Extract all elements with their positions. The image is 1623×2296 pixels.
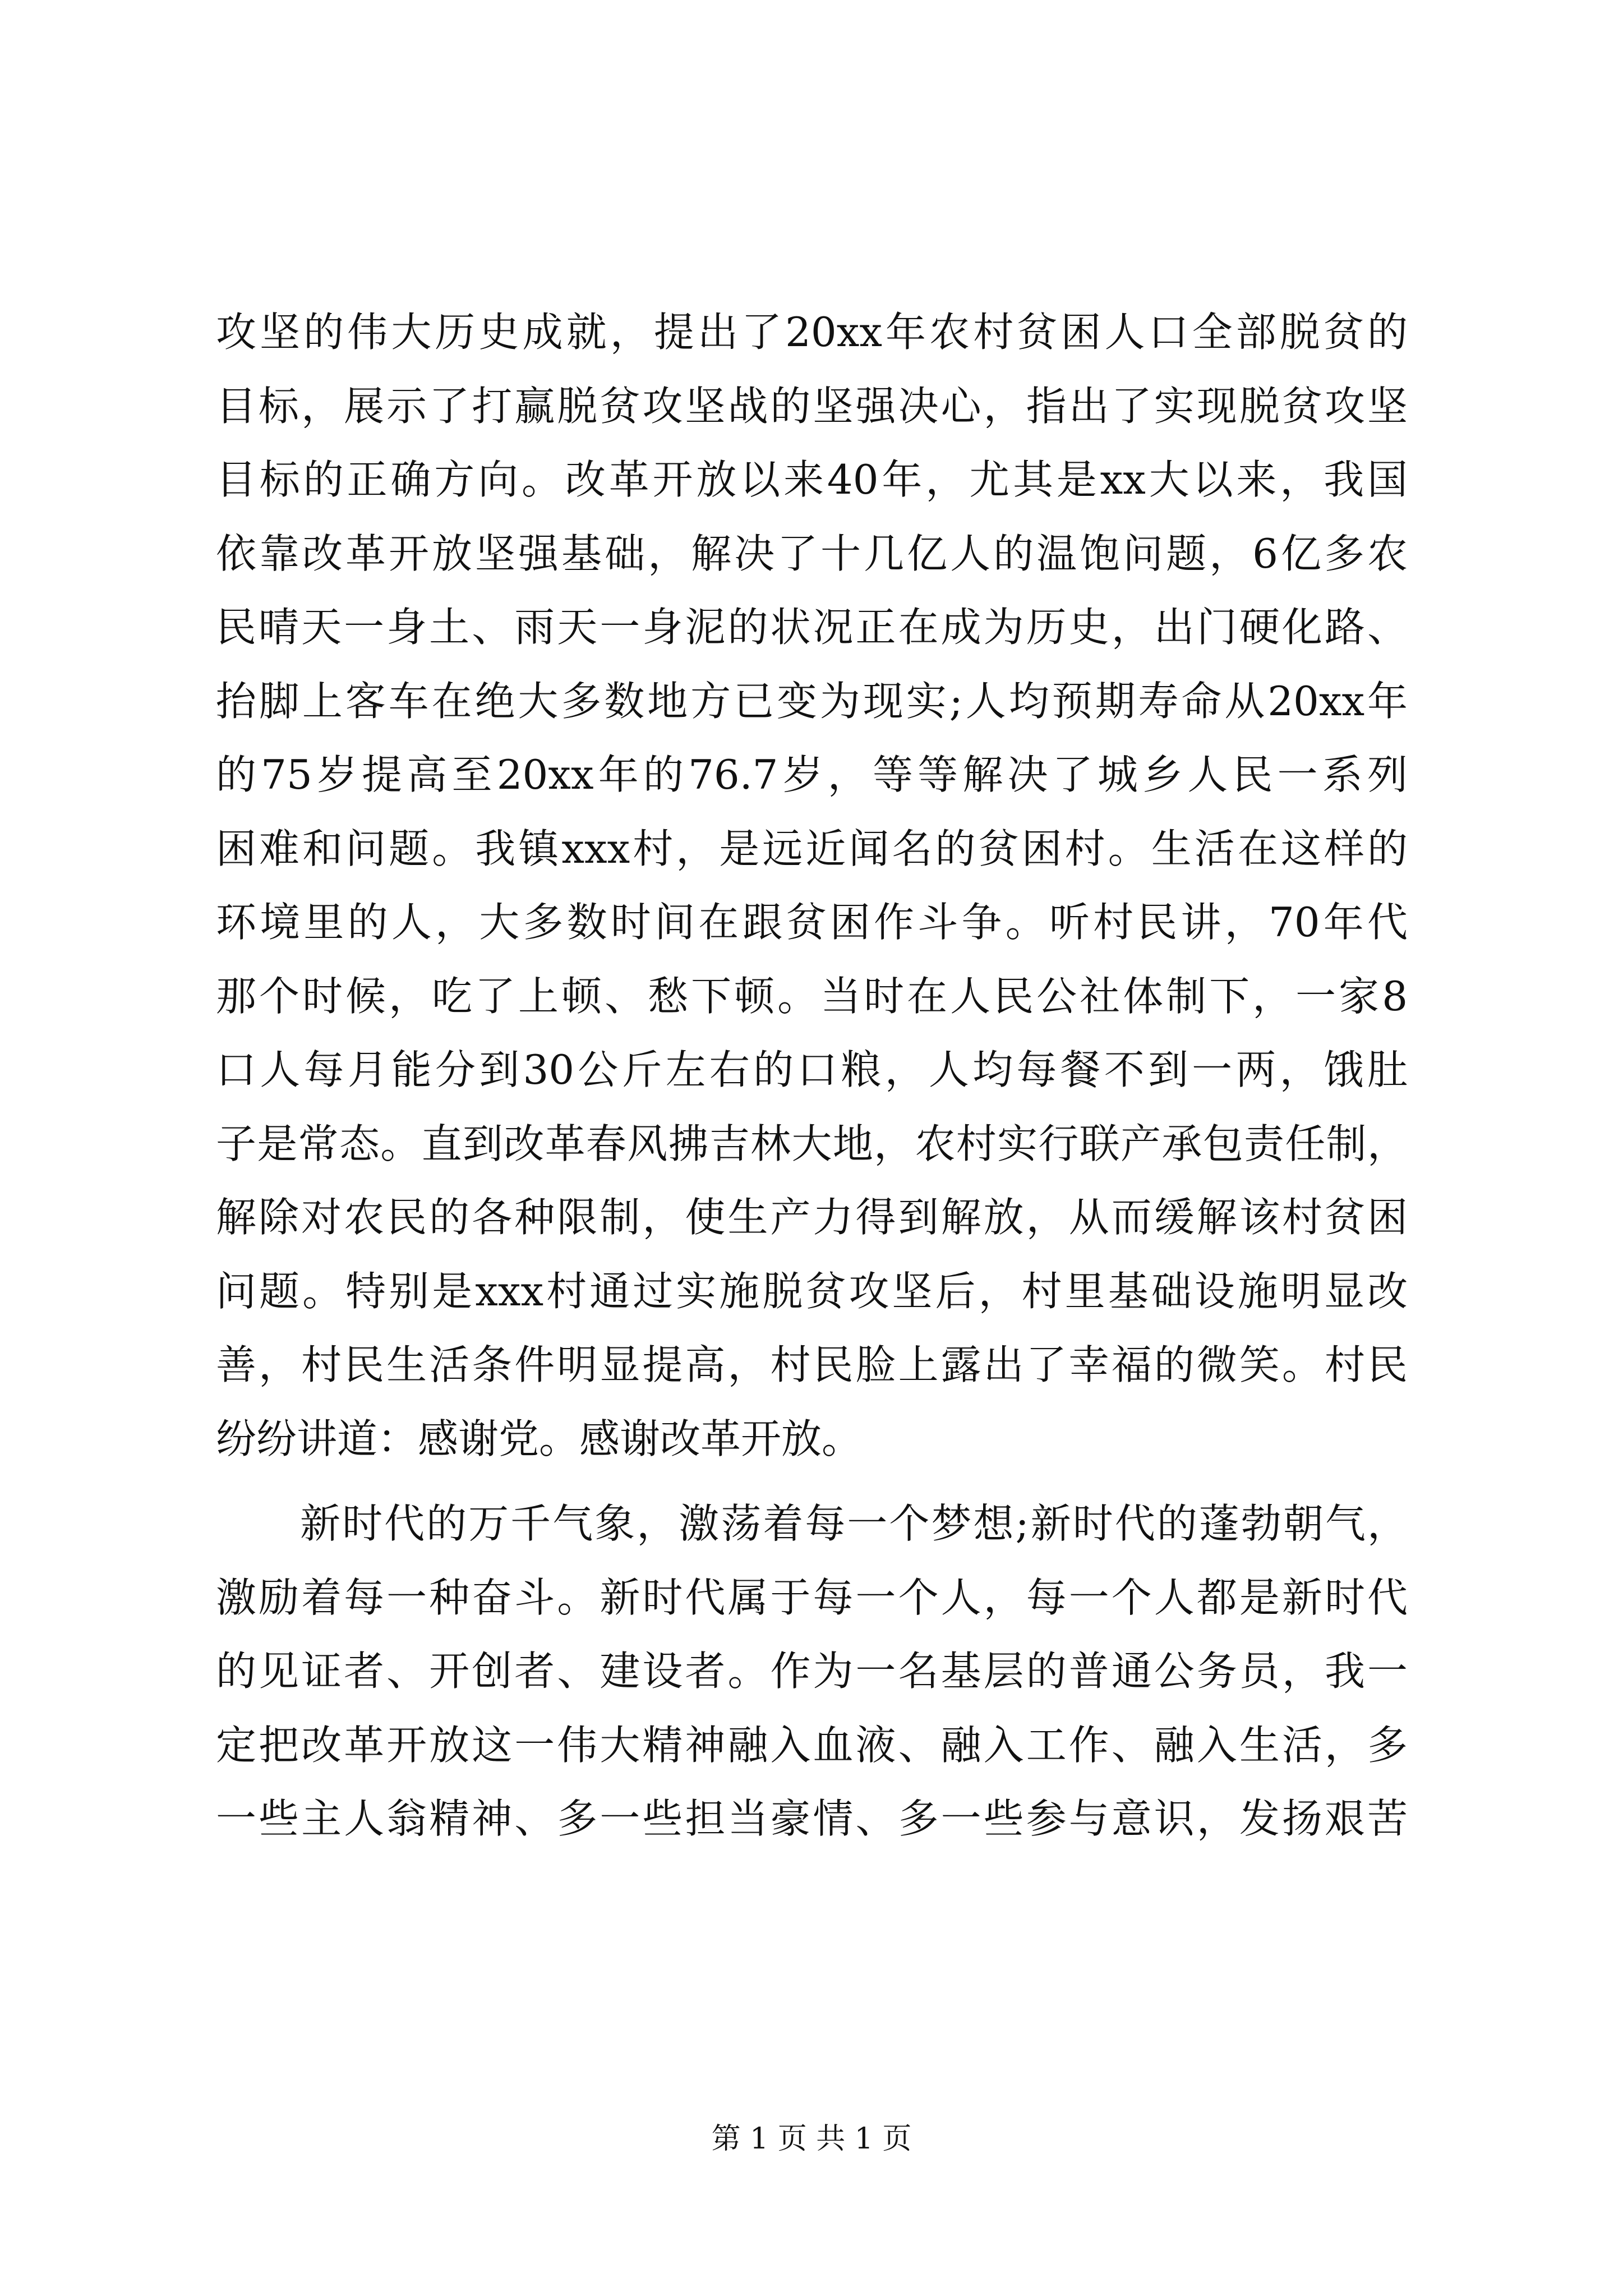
text-line: 一些主人翁精神、多一些担当豪情、多一些参与意识，发扬艰苦 xyxy=(216,1795,1408,1842)
text-line: 目标的正确方向。改革开放以来40年，尤其是xx大以来，我国 xyxy=(216,456,1408,503)
document-body xyxy=(216,296,1408,1856)
text-line: 的见证者、开创者、建设者。作为一名基层的普通公务员，我一 xyxy=(216,1648,1408,1695)
text-line: 攻坚的伟大历史成就，提出了20xx年农村贫困人口全部脱贫的 xyxy=(216,309,1408,356)
text-line: 的75岁提高至20xx年的76.7岁，等等解决了城乡人民一系列 xyxy=(216,751,1408,798)
paragraph-1 xyxy=(216,296,1408,1476)
text-line: 新时代的万千气象，激荡着每一个梦想;新时代的蓬勃朝气， xyxy=(216,1500,1408,1547)
page-number: 第 1 页 共 1 页 xyxy=(711,2122,912,2156)
text-line: 善，村民生活条件明显提高，村民脸上露出了幸福的微笑。村民 xyxy=(216,1341,1408,1388)
text-line: 抬脚上客车在绝大多数地方已变为现实;人均预期寿命从20xx年 xyxy=(216,677,1408,725)
text-line: 民晴天一身土、雨天一身泥的状况正在成为历史，出门硬化路、 xyxy=(216,604,1408,651)
text-line: 解除对农民的各种限制，使生产力得到解放，从而缓解该村贫困 xyxy=(216,1194,1408,1241)
paragraph-2 xyxy=(216,1487,1408,1856)
text-line: 激励着每一种奋斗。新时代属于每一个人，每一个人都是新时代 xyxy=(216,1573,1408,1621)
text-line: 问题。特别是xxx村通过实施脱贫攻坚后，村里基础设施明显改 xyxy=(216,1267,1408,1315)
text-line: 目标，展示了打赢脱贫攻坚战的坚强决心，指出了实现脱贫攻坚 xyxy=(216,382,1408,430)
text-line: 子是常态。直到改革春风拂吉林大地，农村实行联产承包责任制， xyxy=(216,1120,1408,1167)
page-footer xyxy=(0,2115,1623,2157)
text-line: 定把改革开放这一伟大精神融入血液、融入工作、融入生活，多 xyxy=(216,1721,1408,1769)
text-line: 依靠改革开放坚强基础，解决了十几亿人的温饱问题，6亿多农 xyxy=(216,530,1408,577)
text-line: 环境里的人，大多数时间在跟贫困作斗争。听村民讲，70年代 xyxy=(216,899,1408,946)
text-line: 那个时候，吃了上顿、愁下顿。当时在人民公社体制下，一家8 xyxy=(216,972,1408,1020)
text-line: 口人每月能分到30公斤左右的口粮，人均每餐不到一两，饿肚 xyxy=(216,1046,1408,1093)
text-line: 纷纷讲道：感谢党。感谢改革开放。 xyxy=(216,1415,863,1462)
text-line: 困难和问题。我镇xxx村，是远近闻名的贫困村。生活在这样的 xyxy=(216,825,1408,872)
